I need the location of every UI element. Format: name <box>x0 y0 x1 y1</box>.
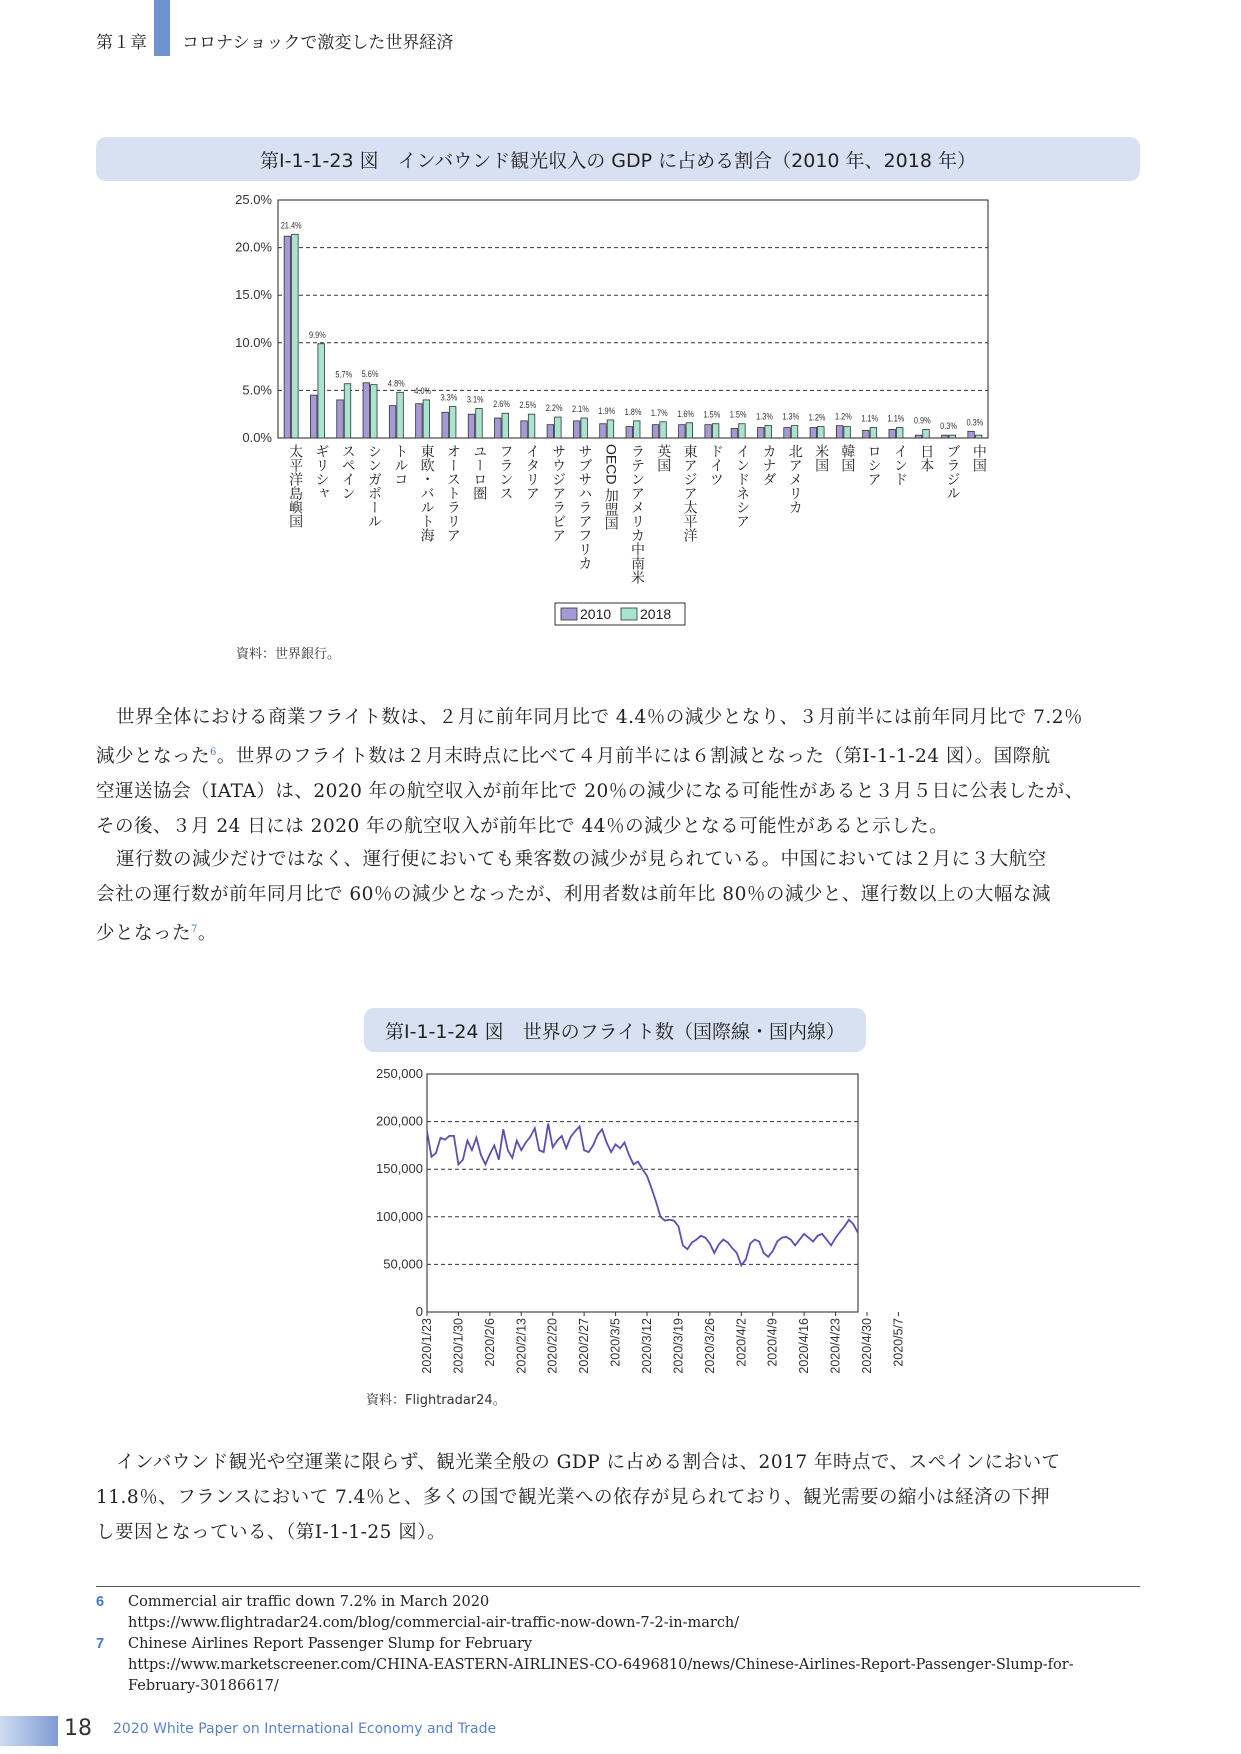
category-label: インド <box>892 444 909 486</box>
category-label: 英国 <box>656 444 673 472</box>
bar-2018 <box>344 384 351 438</box>
category-label: フランス <box>498 444 515 500</box>
bar-2010 <box>310 395 317 438</box>
category-label: シンガポール <box>367 444 384 528</box>
legend <box>555 603 685 625</box>
data-label: 21.4% <box>280 220 302 231</box>
footnote-7-url-cont[interactable]: February-30186617/ <box>128 1678 279 1694</box>
bar-2010 <box>600 424 607 438</box>
bar-2010 <box>389 406 396 438</box>
data-label: 2.1% <box>572 404 589 415</box>
figure2-title <box>364 1008 866 1052</box>
footnote-ref-6[interactable]: 6 <box>210 747 217 758</box>
legend-swatch-2018 <box>621 608 637 620</box>
figure1-bar-chart <box>0 190 1241 650</box>
data-label: 1.1% <box>887 413 905 424</box>
bar-2018 <box>397 392 404 438</box>
category-label: オーストラリア <box>445 444 462 542</box>
bar-2010 <box>442 412 449 438</box>
plot-frame <box>427 1074 858 1312</box>
data-label: 1.2% <box>834 411 852 422</box>
category-label: 北アメリカ <box>787 444 804 514</box>
chapter-label: 第１章 <box>96 33 147 53</box>
bar-2010 <box>942 435 949 438</box>
paragraph-flights <box>96 700 1140 844</box>
category-label: スペイン <box>340 444 357 500</box>
bar-2010 <box>968 431 975 438</box>
category-label: サウジアラビア <box>551 444 568 542</box>
footnote-7-url[interactable]: https://www.marketscreener.com/CHINA-EASTERN-AIRLINES-CO-6496810/news/Chinese-Airlines-Report-Passenger-Slump-for- <box>128 1657 1074 1673</box>
x-tick-label: 2020/4/9 <box>765 1318 780 1367</box>
category-label: サブサハラアフリカ <box>577 444 594 570</box>
footer-publication-title: 2020 White Paper on International Economy and Trade <box>113 1721 497 1737</box>
para1-line3: 空運送協会（IATA）は、2020 年の航空収入が前年比で 20％の減少になる可能性があると３月５日に公表したが、 <box>96 781 1084 803</box>
para3-line2: 11.8％、フランスにおいて 7.4％と、多くの国で観光業への依存が見られており、観光需要の縮小は経済の下押 <box>96 1487 1050 1508</box>
x-tick-label: 2020/2/13 <box>514 1318 529 1374</box>
data-label: 1.5% <box>729 410 747 420</box>
data-label: 1.5% <box>703 410 721 420</box>
bar-2010 <box>468 414 475 438</box>
y-tick-label: 10.0% <box>235 334 272 350</box>
para2-line1: 運行数の減少だけではなく、運行便においても乗客数の減少が見られている。中国においては２月に３大航空 <box>116 849 1047 870</box>
data-label: 1.7% <box>650 408 668 419</box>
para2-line2: 会社の運行数が前年同月比で 60％の減少となったが、利用者数は前年比 80％の減少と、運行数以上の大幅な減 <box>96 884 1051 905</box>
category-label: ロシア <box>866 444 883 486</box>
bar-2010 <box>416 404 423 438</box>
bar-2018 <box>870 428 877 438</box>
paragraph-passengers <box>96 842 1140 951</box>
bar-2018 <box>528 414 535 438</box>
y-tick-label: 250,000 <box>376 1066 423 1081</box>
para3-line1: インバウンド観光や空運業に限らず、観光業全般の GDP に占める割合は、2017 年時点で、スペインにおいて <box>116 1452 1061 1473</box>
y-tick-label: 25.0% <box>235 192 272 207</box>
chapter-accent-bar <box>154 0 170 56</box>
bar-2018 <box>581 418 588 438</box>
x-tick-label: 2020/3/19 <box>671 1318 686 1374</box>
bar-2010 <box>889 429 896 438</box>
bar-2010 <box>915 435 922 438</box>
x-tick-label: 2020/1/23 <box>420 1318 434 1374</box>
bar-2018 <box>765 426 772 438</box>
footnote-7 <box>96 1634 1074 1697</box>
y-tick-label: 150,000 <box>376 1161 423 1177</box>
bar-2010 <box>626 427 633 438</box>
data-label: 1.8% <box>624 407 642 418</box>
bar-2010 <box>495 418 502 438</box>
category-label: 東アジア太平洋 <box>682 444 699 542</box>
bar-2018 <box>896 428 903 438</box>
bar-2018 <box>975 435 982 438</box>
bar-2010 <box>363 383 370 438</box>
x-tick-label: 2020/2/6 <box>482 1318 497 1367</box>
y-tick-label: 200,000 <box>376 1113 423 1129</box>
data-label: 1.3% <box>756 411 773 422</box>
y-tick-label: 0 <box>415 1304 423 1319</box>
data-label: 1.3% <box>782 411 800 422</box>
category-label: ラテンアメリカ中南米 <box>630 444 646 584</box>
data-label: 2.6% <box>493 399 510 410</box>
category-label: トルコ <box>393 444 410 486</box>
data-label: 1.9% <box>598 406 616 417</box>
x-tick-label: 2020/3/26 <box>702 1318 717 1374</box>
y-tick-label: 5.0% <box>242 382 272 398</box>
bar-2010 <box>757 428 764 438</box>
footer-accent-bar <box>0 1716 58 1746</box>
para1-line1: 世界全体における商業フライト数は、２月に前年同月比で 4.4％の減少となり、３月前半には前年同月比で 7.2％ <box>116 707 1084 728</box>
bar-2010 <box>784 428 791 438</box>
bar-2010 <box>652 425 659 438</box>
x-tick-label: 2020/4/23 <box>828 1318 843 1374</box>
data-label: 3.3% <box>440 392 458 403</box>
footnote-6 <box>96 1592 739 1634</box>
y-tick-label: 20.0% <box>235 239 272 255</box>
bar-2010 <box>679 425 686 438</box>
plot-frame <box>278 200 988 438</box>
bar-2018 <box>476 408 483 438</box>
bar-2018 <box>844 427 851 438</box>
para2-line3a: 少となった <box>96 923 192 945</box>
footnote-ref-7[interactable]: 7 <box>191 924 198 935</box>
figure1-title-text: 第Ⅰ-1-1-23 図 インバウンド観光収入の GDP に占める割合（2010 年、2018 年） <box>260 149 976 172</box>
x-tick-label: 2020/4/30 <box>859 1318 874 1374</box>
figure2-title-text: 第Ⅰ-1-1-24 図 世界のフライト数（国際線・国内線） <box>385 1020 845 1043</box>
bar-2010 <box>547 425 554 438</box>
category-label: 韓国 <box>840 444 857 472</box>
bar-2018 <box>923 429 930 438</box>
data-label: 0.3% <box>940 421 957 432</box>
data-label: 3.1% <box>466 394 484 405</box>
data-label: 4.0% <box>414 386 432 397</box>
bar-2010 <box>836 426 843 438</box>
para1-line4: その後、３月 24 日には 2020 年の航空収入が前年比で 44％の減少となる可能性があると示した。 <box>96 816 949 838</box>
figure2-line-chart <box>360 1060 906 1380</box>
bar-2018 <box>686 423 693 438</box>
category-label: ユーロ圏 <box>472 444 489 500</box>
bar-2010 <box>810 428 817 438</box>
bar-2018 <box>555 417 562 438</box>
footnote-divider <box>96 1586 1140 1587</box>
para3-line3: し要因となっている、（第Ⅰ-1-1-25 図）。 <box>96 1522 447 1543</box>
bar-2010 <box>284 236 291 438</box>
flight-count-line <box>427 1124 858 1266</box>
category-label: OECD 加盟国 <box>603 444 620 531</box>
bar-2018 <box>502 413 509 438</box>
data-label: 1.6% <box>677 409 694 419</box>
bar-2018 <box>660 422 667 438</box>
data-label: 0.9% <box>913 415 931 426</box>
bar-2010 <box>521 421 528 438</box>
legend-label-2018: 2018 <box>640 606 672 622</box>
figure2-source: 資料：Flightradar24。 <box>366 1393 506 1408</box>
y-tick-label: 15.0% <box>235 287 272 303</box>
x-tick-label: 2020/5/7 <box>891 1318 906 1367</box>
x-tick-label: 2020/4/16 <box>797 1318 812 1374</box>
category-label: カナダ <box>761 444 778 486</box>
category-label: ブラジル <box>945 444 962 500</box>
para2-line3 <box>96 912 1140 951</box>
x-tick-label: 2020/3/5 <box>608 1318 623 1367</box>
paragraph-tourism <box>96 1445 1140 1550</box>
x-tick-label: 2020/1/30 <box>451 1318 466 1374</box>
bar-2018 <box>292 234 299 438</box>
x-tick-label: 2020/3/12 <box>639 1318 654 1374</box>
bar-2018 <box>607 420 614 438</box>
bar-2010 <box>337 400 344 438</box>
category-label: 東欧・バルト海 <box>419 444 436 542</box>
bar-2018 <box>712 424 719 438</box>
data-label: 5.6% <box>361 369 379 379</box>
footnote-6-url[interactable]: https://www.flightradar24.com/blog/commercial-air-traffic-now-down-7-2-in-march/ <box>128 1615 740 1631</box>
footnote-7-number: 7 <box>96 1636 105 1652</box>
chapter-title: コロナショックで激変した世界経済 <box>182 33 454 53</box>
para1-line2a: 減少となった <box>96 746 211 768</box>
bar-2010 <box>863 430 870 438</box>
para1-line2 <box>96 735 1140 774</box>
legend-swatch-2010 <box>561 608 577 620</box>
bar-2018 <box>949 435 956 438</box>
para2-line3b: 。 <box>197 923 217 945</box>
data-label: 9.9% <box>309 330 326 340</box>
figure1-source: 資料：世界銀行。 <box>236 647 341 662</box>
category-label: 太平洋島嶼国 <box>288 444 305 528</box>
category-label: インドネシア <box>735 444 752 528</box>
bar-2010 <box>731 428 738 438</box>
category-label: 米国 <box>814 444 831 472</box>
x-tick-label: 2020/2/27 <box>577 1318 592 1374</box>
legend-label-2010: 2010 <box>580 606 612 622</box>
category-label: ドイツ <box>708 444 725 486</box>
y-tick-label: 50,000 <box>383 1256 423 1272</box>
bar-2018 <box>818 427 825 438</box>
category-label: 中国 <box>971 444 988 472</box>
footnote-6-number: 6 <box>96 1594 105 1610</box>
data-label: 1.2% <box>808 412 826 423</box>
data-label: 0.3% <box>966 417 984 428</box>
category-label: イタリア <box>524 444 541 500</box>
para1-line2b: 。世界のフライト数は２月末時点に比べて４月前半には６割減となった（第Ⅰ-1-1-24 図）。国際航 <box>216 746 1051 768</box>
data-label: 1.1% <box>861 413 879 424</box>
bar-2018 <box>318 344 325 438</box>
bar-2018 <box>634 421 641 438</box>
bar-2018 <box>739 424 746 438</box>
footnote-6-text: Commercial air traffic down 7.2% in March 2020 <box>128 1594 490 1610</box>
bar-2018 <box>449 407 456 438</box>
data-label: 2.2% <box>545 403 563 414</box>
data-label: 5.7% <box>335 370 353 380</box>
y-tick-label: 0.0% <box>242 430 272 445</box>
bar-2010 <box>573 421 580 438</box>
data-label: 4.8% <box>387 378 405 389</box>
category-label: ギリシャ <box>314 444 331 500</box>
data-label: 2.5% <box>519 400 537 411</box>
page-number: 18 <box>64 1716 92 1741</box>
x-tick-label: 2020/4/2 <box>734 1318 749 1367</box>
category-label: 日本 <box>919 444 936 472</box>
bar-2018 <box>423 400 430 438</box>
figure1-title <box>96 137 1140 181</box>
x-tick-label: 2020/2/20 <box>545 1318 560 1374</box>
footnote-7-text: Chinese Airlines Report Passenger Slump for February <box>128 1636 533 1652</box>
bar-2018 <box>791 426 798 438</box>
bar-2018 <box>371 385 378 438</box>
bar-2010 <box>705 425 712 438</box>
y-tick-label: 100,000 <box>376 1208 423 1224</box>
